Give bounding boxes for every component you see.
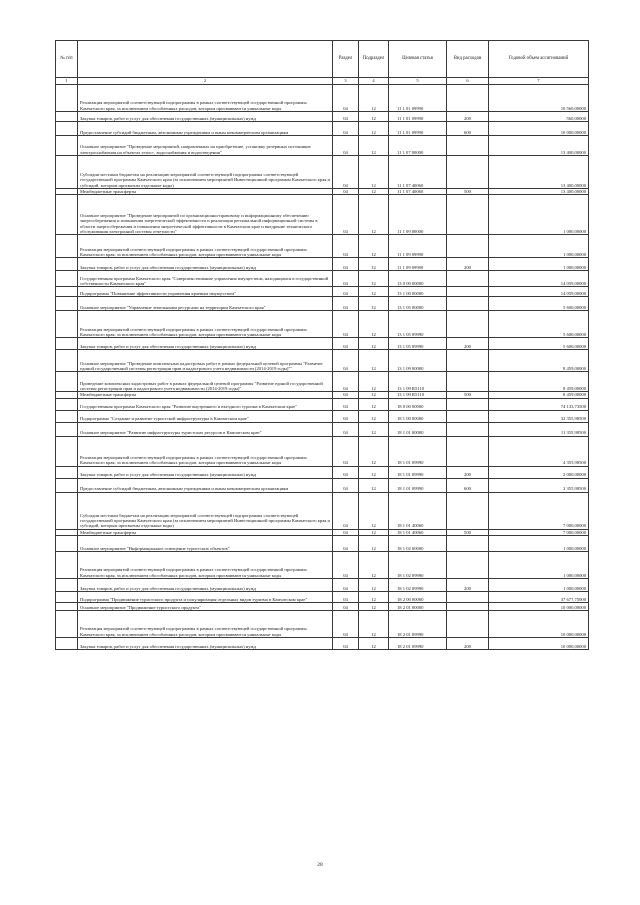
row-name: Основное мероприятие "Проведение мероприятий, направленных на приобретение, установку резервных источников электроснабжения на объектах тепло-, водоснабжения и водоотведения": [78, 136, 333, 156]
row-amount: 1 000,00000: [489, 536, 589, 552]
row-csr: 13 1 00 00000: [389, 287, 447, 297]
row-section: 04: [333, 195, 359, 235]
row-number: [56, 311, 78, 338]
row-amount: 7 000,00000: [489, 492, 589, 529]
header-vr: Вид расходов: [447, 41, 489, 78]
row-name: Межбюджетные трансферты: [78, 392, 333, 398]
table-row: [56, 195, 589, 235]
row-vr: [447, 311, 489, 338]
row-section: 04: [333, 492, 359, 529]
row-number: [56, 398, 78, 410]
row-subsection: 12: [359, 611, 389, 638]
row-subsection: 12: [359, 338, 389, 350]
row-number: [56, 287, 78, 297]
row-subsection: 12: [359, 311, 389, 338]
row-vr: 200: [447, 466, 489, 478]
row-section: 04: [333, 189, 359, 195]
row-number: [56, 112, 78, 122]
row-number: [56, 156, 78, 189]
row-amount: 37 677,75000: [489, 592, 589, 603]
row-csr: 11 1 09 09990: [389, 235, 447, 258]
row-name: Субсидии местным бюджетам на реализацию мероприятий соответствующей подпрограммы соответствующей государственной программы Камчатского края (за исключением мероприятий Инвестиционной программы Камчатского края и субсидий, которым присвоены отдельные коды): [78, 156, 333, 189]
table-body: [56, 85, 589, 650]
row-section: 04: [333, 372, 359, 392]
column-number: 2: [78, 78, 333, 85]
row-number: [56, 611, 78, 638]
row-csr: 13 1 05 09990: [389, 311, 447, 338]
row-name: Реализация мероприятий соответствующей подпрограммы в рамках соответствующей государственной программы Камчатского края, за исключением обособленных расходов, которым присваиваются уникальные коды: [78, 436, 333, 466]
table-row: [56, 338, 589, 350]
row-subsection: 12: [359, 350, 389, 372]
row-name: Закупка товаров, работ и услуг для обеспечения государственных (муниципальных) нужд: [78, 579, 333, 592]
row-amount: 560,00000: [489, 112, 589, 122]
row-subsection: 12: [359, 552, 389, 579]
row-csr: 18 1 01 40060: [389, 492, 447, 529]
row-name: Основное мероприятие "Информационное освещение туристских объектов": [78, 536, 333, 552]
row-csr: 13 1 09 R5110: [389, 372, 447, 392]
row-section: 04: [333, 122, 359, 136]
row-section: 04: [333, 422, 359, 436]
row-vr: [447, 85, 489, 112]
row-name: Реализация мероприятий соответствующей подпрограммы в рамках соответствующей государственной программы Камчатского края, за исключением обособленных расходов, которым присваиваются уникальные коды: [78, 235, 333, 258]
row-amount: 8 459,00000: [489, 350, 589, 372]
row-name: Закупка товаров, работ и услуг для обеспечения государственных (муниципальных) нужд: [78, 338, 333, 350]
table-row: [56, 235, 589, 258]
row-name: Закупка товаров, работ и услуг для обеспечения государственных (муниципальных) нужд: [78, 258, 333, 271]
row-csr: 18 1 02 00000: [389, 536, 447, 552]
row-name: Субсидии местным бюджетам на реализацию мероприятий соответствующей подпрограммы соответствующей государственной программы Камчатского края (за исключением мероприятий Инвестиционной программы Камчатского края и субсидий, которым присвоены отдельные коды): [78, 492, 333, 529]
row-vr: 600: [447, 122, 489, 136]
row-amount: 7 000,00000: [489, 529, 589, 535]
row-vr: 200: [447, 338, 489, 350]
table-row: [56, 297, 589, 311]
row-number: [56, 422, 78, 436]
row-vr: [447, 422, 489, 436]
row-amount: 8 459,00000: [489, 372, 589, 392]
row-vr: [447, 195, 489, 235]
table-row: [56, 271, 589, 287]
table-row: [56, 492, 589, 529]
row-number: [56, 603, 78, 611]
row-csr: 18 2 01 00000: [389, 603, 447, 611]
row-number: [56, 579, 78, 592]
table-row: [56, 478, 589, 492]
table-row: [56, 372, 589, 392]
row-name: Государственная программа Камчатского края "Развитие внутреннего и въездного туризма в Камчатском крае": [78, 398, 333, 410]
row-subsection: 12: [359, 258, 389, 271]
row-number: [56, 410, 78, 422]
row-subsection: 12: [359, 536, 389, 552]
row-subsection: 12: [359, 436, 389, 466]
row-subsection: 12: [359, 122, 389, 136]
row-section: 04: [333, 611, 359, 638]
row-subsection: 12: [359, 156, 389, 189]
row-amount: 1 000,00000: [489, 552, 589, 579]
row-name: Закупка товаров, работ и услуг для обеспечения государственных (муниципальных) нужд: [78, 112, 333, 122]
table-row: [56, 592, 589, 603]
row-subsection: 12: [359, 492, 389, 529]
table-row: [56, 287, 589, 297]
table-row: [56, 536, 589, 552]
row-section: 04: [333, 311, 359, 338]
row-subsection: 12: [359, 592, 389, 603]
row-name: Основное мероприятие "Проведение мероприятий по организационно-правовому и информационному обеспечению энергосбережения и повышения энергетической эффективности и реализация региональной информационной системы в области энергосбережения и повышения энергетической эффективности в Камчатском крае и внедрение технического обслуживания электронной системы отчетности": [78, 195, 333, 235]
table-row: [56, 122, 589, 136]
header-num: № п/п: [56, 41, 78, 78]
row-subsection: 12: [359, 478, 389, 492]
row-subsection: 12: [359, 297, 389, 311]
row-vr: 500: [447, 392, 489, 398]
table-row: [56, 156, 589, 189]
row-amount: 32 355,98500: [489, 410, 589, 422]
row-csr: 11 1 07 40060: [389, 189, 447, 195]
row-vr: 200: [447, 258, 489, 271]
row-vr: 200: [447, 112, 489, 122]
header-row: [56, 41, 589, 78]
row-vr: [447, 611, 489, 638]
row-subsection: 12: [359, 579, 389, 592]
table-row: [56, 311, 589, 338]
row-number: [56, 350, 78, 372]
row-vr: [447, 297, 489, 311]
row-number: [56, 536, 78, 552]
header-section: Раздел: [333, 41, 359, 78]
row-number: [56, 638, 78, 650]
row-subsection: 12: [359, 603, 389, 611]
row-section: 04: [333, 638, 359, 650]
row-section: 04: [333, 536, 359, 552]
row-vr: 600: [447, 478, 489, 492]
table-row: [56, 552, 589, 579]
row-number: [56, 235, 78, 258]
row-vr: 500: [447, 189, 489, 195]
row-amount: 5 600,00000: [489, 338, 589, 350]
row-subsection: 12: [359, 410, 389, 422]
row-amount: 5 600,00000: [489, 311, 589, 338]
row-section: 04: [333, 235, 359, 258]
row-csr: 11 1 07 00000: [389, 136, 447, 156]
row-amount: 2 355,98500: [489, 478, 589, 492]
table-row: [56, 611, 589, 638]
table-row: [56, 603, 589, 611]
table-row: [56, 638, 589, 650]
row-section: 04: [333, 603, 359, 611]
row-amount: 10 000,00000: [489, 122, 589, 136]
row-number: [56, 478, 78, 492]
table-row: [56, 350, 589, 372]
row-number: [56, 372, 78, 392]
row-number: [56, 122, 78, 136]
row-csr: 11 1 01 09990: [389, 85, 447, 112]
row-csr: 18 1 00 00000: [389, 410, 447, 422]
row-section: 04: [333, 579, 359, 592]
row-vr: [447, 592, 489, 603]
row-name: Межбюджетные трансферты: [78, 529, 333, 535]
row-name: Основное мероприятие "Управление земельными ресурсами на территории Камчатского края": [78, 297, 333, 311]
row-amount: 13 400,00000: [489, 189, 589, 195]
row-name: Межбюджетные трансферты: [78, 189, 333, 195]
row-vr: [447, 350, 489, 372]
column-number: 4: [359, 78, 389, 85]
row-section: 04: [333, 338, 359, 350]
row-csr: 11 1 01 09990: [389, 112, 447, 122]
row-name: Реализация мероприятий соответствующей подпрограммы в рамках соответствующей государственной программы Камчатского края, за исключением обособленных расходов, которым присваиваются уникальные коды: [78, 85, 333, 112]
page-number: 28: [317, 862, 323, 868]
row-subsection: 12: [359, 195, 389, 235]
row-vr: [447, 235, 489, 258]
row-csr: 18 2 01 09990: [389, 611, 447, 638]
row-csr: 18 1 02 09990: [389, 552, 447, 579]
row-name: Реализация мероприятий соответствующей подпрограммы в рамках соответствующей государственной программы Камчатского края, за исключением обособленных расходов, которым присваиваются уникальные коды: [78, 552, 333, 579]
row-amount: 14 059,00000: [489, 287, 589, 297]
row-csr: 18 1 01 09990: [389, 466, 447, 478]
row-section: 04: [333, 398, 359, 410]
row-name: Основное мероприятие "Продвижение туристского продукта": [78, 603, 333, 611]
row-csr: 18 2 00 00000: [389, 592, 447, 603]
row-section: 04: [333, 85, 359, 112]
row-vr: [447, 552, 489, 579]
table-row: [56, 85, 589, 112]
row-vr: [447, 410, 489, 422]
header-subsection: Подраздел: [359, 41, 389, 78]
row-vr: [447, 492, 489, 529]
row-vr: [447, 436, 489, 466]
row-number: [56, 436, 78, 466]
header-name: [78, 41, 333, 78]
row-name: Закупка товаров, работ и услуг для обеспечения государственных (муниципальных) нужд: [78, 638, 333, 650]
row-number: [56, 136, 78, 156]
row-amount: 13 400,00000: [489, 156, 589, 189]
row-vr: 500: [447, 529, 489, 535]
row-section: 04: [333, 592, 359, 603]
row-name: Подпрограмма "Продвижение туристского продукта и популяризация отдельных видов туризма в Камчатском крае": [78, 592, 333, 603]
table-row: [56, 112, 589, 122]
row-amount: 13 400,00000: [489, 136, 589, 156]
row-csr: 18 2 01 09990: [389, 638, 447, 650]
row-subsection: 12: [359, 466, 389, 478]
row-subsection: 12: [359, 189, 389, 195]
table-row: [56, 398, 589, 410]
row-subsection: 12: [359, 372, 389, 392]
row-number: [56, 85, 78, 112]
row-csr: 18 1 01 09990: [389, 478, 447, 492]
row-subsection: 12: [359, 271, 389, 287]
row-section: 04: [333, 552, 359, 579]
row-csr: 11 1 09 00000: [389, 195, 447, 235]
row-section: 04: [333, 136, 359, 156]
row-section: 04: [333, 112, 359, 122]
row-vr: 200: [447, 638, 489, 650]
row-amount: 10 000,00000: [489, 603, 589, 611]
row-csr: 13 1 09 00000: [389, 350, 447, 372]
row-section: 04: [333, 297, 359, 311]
row-vr: [447, 156, 489, 189]
column-number: 6: [447, 78, 489, 85]
row-number: [56, 592, 78, 603]
row-number: [56, 492, 78, 529]
row-amount: 14 059,00000: [489, 271, 589, 287]
row-csr: 11 1 09 09990: [389, 258, 447, 271]
table-row: [56, 466, 589, 478]
row-csr: 11 1 01 09990: [389, 122, 447, 136]
row-csr: 13 1 05 09990: [389, 338, 447, 350]
row-vr: [447, 287, 489, 297]
row-name: Реализация мероприятий соответствующей подпрограммы в рамках соответствующей государственной программы Камчатского края, за исключением обособленных расходов, которым присваиваются уникальные коды: [78, 311, 333, 338]
row-amount: 2 000,00000: [489, 466, 589, 478]
row-vr: [447, 603, 489, 611]
table-row: [56, 436, 589, 466]
row-amount: 4 355,98500: [489, 436, 589, 466]
row-name: Подпрограмма "Создание и развитие туристской инфраструктуры в Камчатском крае": [78, 410, 333, 422]
row-section: 04: [333, 287, 359, 297]
row-subsection: 12: [359, 638, 389, 650]
row-amount: 10 000,00000: [489, 638, 589, 650]
row-csr: 18 1 02 09990: [389, 579, 447, 592]
row-subsection: 12: [359, 287, 389, 297]
row-number: [56, 297, 78, 311]
row-number: [56, 195, 78, 235]
row-csr: 18 1 01 00000: [389, 422, 447, 436]
row-vr: [447, 271, 489, 287]
row-csr: 11 1 07 40060: [389, 156, 447, 189]
row-csr: 18 1 01 09990: [389, 436, 447, 466]
row-name: Государственная программа Камчатского края "Совершенствование управления имуществом, находящимся в государственной собственности Камчатского края": [78, 271, 333, 287]
row-vr: [447, 136, 489, 156]
table-row: [56, 579, 589, 592]
row-csr: 18 1 01 40060: [389, 529, 447, 535]
row-section: 04: [333, 156, 359, 189]
row-amount: 5 600,00000: [489, 297, 589, 311]
column-number: 3: [333, 78, 359, 85]
row-subsection: 12: [359, 529, 389, 535]
row-number: [56, 552, 78, 579]
row-amount: 10 560,00000: [489, 85, 589, 112]
row-csr: 18 0 00 00000: [389, 398, 447, 410]
row-name: Предоставление субсидий бюджетным, автономным учреждениям и иным некоммерческим организациям: [78, 122, 333, 136]
row-subsection: 12: [359, 392, 389, 398]
row-vr: 200: [447, 579, 489, 592]
row-number: [56, 258, 78, 271]
row-section: 04: [333, 258, 359, 271]
column-number-row: [56, 78, 589, 85]
row-section: 04: [333, 436, 359, 466]
row-section: 04: [333, 410, 359, 422]
row-amount: 1 000,00000: [489, 579, 589, 592]
row-section: 04: [333, 271, 359, 287]
row-name: Реализация мероприятий соответствующей подпрограммы в рамках соответствующей государственной программы Камчатского края, за исключением обособленных расходов, которым присваиваются уникальные коды: [78, 611, 333, 638]
row-csr: 13 1 09 R5110: [389, 392, 447, 398]
row-number: [56, 466, 78, 478]
column-number: 7: [489, 78, 589, 85]
row-amount: 74 133,73500: [489, 398, 589, 410]
row-subsection: 12: [359, 398, 389, 410]
row-subsection: 12: [359, 85, 389, 112]
table-row: [56, 258, 589, 271]
row-amount: 1 000,00000: [489, 235, 589, 258]
row-section: 04: [333, 350, 359, 372]
row-number: [56, 338, 78, 350]
column-number: 5: [389, 78, 447, 85]
row-subsection: 12: [359, 136, 389, 156]
row-amount: 11 355,98500: [489, 422, 589, 436]
row-vr: [447, 398, 489, 410]
row-vr: [447, 372, 489, 392]
row-name: Подпрограмма "Повышение эффективности управления краевым имуществом": [78, 287, 333, 297]
row-name: Закупка товаров, работ и услуг для обеспечения государственных (муниципальных) нужд: [78, 466, 333, 478]
row-csr: 13 1 05 00000: [389, 297, 447, 311]
row-section: 04: [333, 478, 359, 492]
header-amount: Годовой объем ассигнований: [489, 41, 589, 78]
row-section: 04: [333, 466, 359, 478]
row-subsection: 12: [359, 235, 389, 258]
row-name: Предоставление субсидий бюджетным, автономным учреждениям и иным некоммерческим организациям: [78, 478, 333, 492]
row-section: 04: [333, 529, 359, 535]
row-amount: 1 000,00000: [489, 258, 589, 271]
budget-table: [55, 40, 589, 650]
row-name: Основное мероприятие "Проведение комплексных кадастровых работ в рамках федеральной целевой программы "Развитие единой государственной системы регистрации прав и кадастрового учета недвижимости (2014-2019 годы)"": [78, 350, 333, 372]
row-subsection: 12: [359, 422, 389, 436]
column-number: 1: [56, 78, 78, 85]
row-subsection: 12: [359, 112, 389, 122]
row-amount: 1 000,00000: [489, 195, 589, 235]
table-row: [56, 136, 589, 156]
row-vr: [447, 536, 489, 552]
table-row: [56, 422, 589, 436]
row-name: Основное мероприятие "Развитие инфраструктуры туристских ресурсов в Камчатском крае": [78, 422, 333, 436]
row-section: 04: [333, 392, 359, 398]
row-csr: 13 0 00 00000: [389, 271, 447, 287]
row-name: Проведение комплексных кадастровых работ в рамках федеральной целевой программы "Развитие единой государственной системы регистрации прав и кадастрового учета недвижимости (2014-2019 годы)": [78, 372, 333, 392]
header-csr: Целевая статья: [389, 41, 447, 78]
row-number: [56, 271, 78, 287]
table-row: [56, 410, 589, 422]
row-amount: 8 459,00000: [489, 392, 589, 398]
row-amount: 10 000,00000: [489, 611, 589, 638]
